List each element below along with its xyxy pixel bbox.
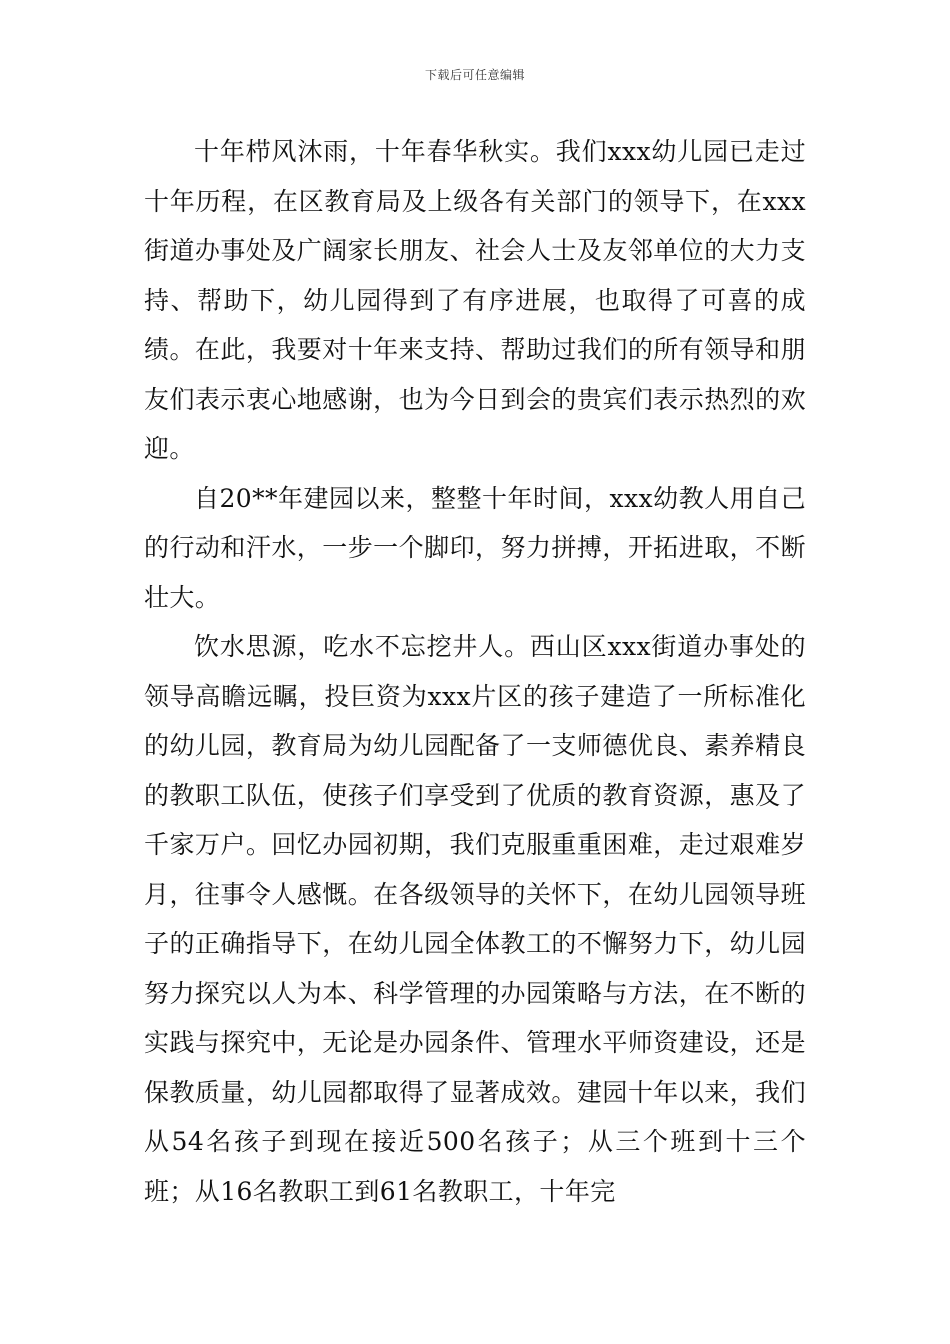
document-body	[144, 127, 806, 1216]
paragraph-2: 自20**年建园以来，整整十年时间，xxx幼教人用自己的行动和汗水，一步一个脚印，努力拼搏，开拓进取，不断壮大。	[144, 483, 806, 612]
page-header-note: 下载后可任意编辑	[424, 68, 525, 82]
paragraph-3: 饮水思源，吃水不忘挖井人。西山区xxx街道办事处的领导高瞻远瞩，投巨资为xxx片区的孩子建造了一所标准化的幼儿园，教育局为幼儿园配备了一支师德优良、素养精良的教职工队伍，使孩子们享受到了优质的教育资源，惠及了千家万户。回忆办园初期，我们克服重重困难，走过艰难岁月，往事令人感慨。在各级领导的关怀下，在幼儿园领导班子的正确指导下，在幼儿园全体教工的不懈努力下，幼儿园努力探究以人为本、科学管理的办园策略与方法，在不断的实践与探究中，无论是办园条件、管理水平师资建设，还是保教质量，幼儿园都取得了显著成效。建园十年以来，我们从54名孩子到现在接近500名孩子；从三个班到十三个班；从16名教职工到61名教职工，十年完	[144, 632, 806, 1206]
paragraph-1: 十年栉风沐雨，十年春华秋实。我们xxx幼儿园已走过十年历程，在区教育局及上级各有关部门的领导下，在xxx街道办事处及广阔家长朋友、社会人士及友邻单位的大力支持、帮助下，幼儿园得到了有序进展，也取得了可喜的成绩。在此，我要对十年来支持、帮助过我们的所有领导和朋友们表示衷心地感谢，也为今日到会的贵宾们表示热烈的欢迎。	[144, 137, 806, 463]
